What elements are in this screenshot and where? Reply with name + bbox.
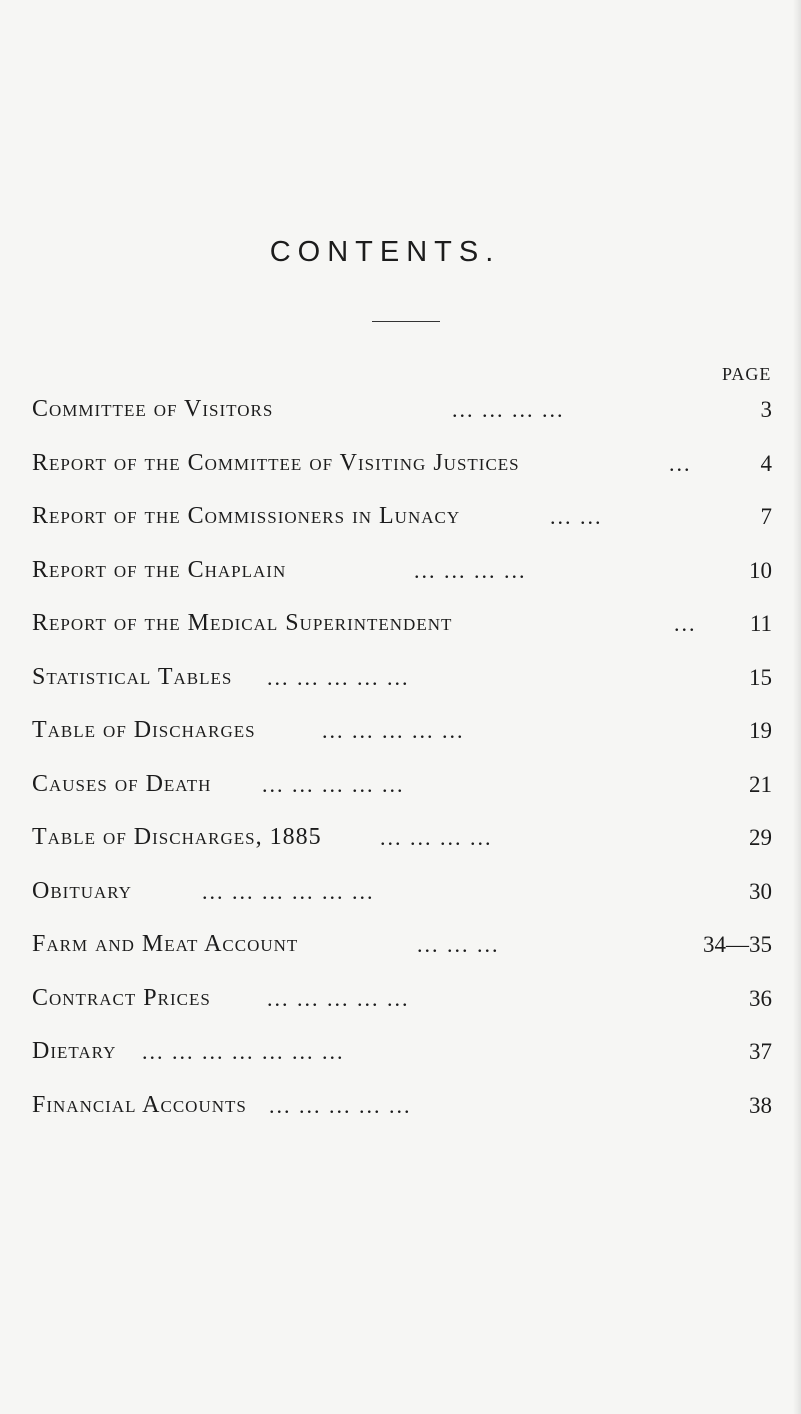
toc-entry (32, 383, 792, 437)
toc-entry-label: Farm and Meat Account (32, 931, 299, 957)
title-rule (372, 321, 440, 322)
toc-entry (32, 651, 792, 705)
toc-entry-label: Committee of Visitors (32, 396, 274, 422)
toc-entry-leader: ... ... ... ... ... (267, 664, 410, 690)
toc-entry-label: Table of Discharges (32, 717, 256, 743)
toc-entry-page: 4 (760, 450, 772, 476)
toc-entry-page: 38 (749, 1092, 772, 1118)
toc-entry-page: 10 (749, 557, 772, 583)
toc-entry-page: 11 (749, 611, 772, 636)
toc-entry-leader: ... ... (550, 504, 603, 529)
toc-entry (32, 437, 792, 491)
toc-entry-label: Statistical Tables (32, 663, 233, 690)
toc-entry-leader: ... ... ... (417, 932, 500, 957)
toc-entry (32, 758, 792, 812)
toc-entry-leader: ... ... ... ... ... (322, 718, 465, 743)
toc-entry-page: 29 (749, 825, 772, 850)
toc-entry-label: Report of the Commissioners in Lunacy (32, 503, 461, 529)
toc-entry (32, 544, 792, 598)
toc-entry-leader: ... ... ... ... (380, 825, 493, 850)
toc-entry-label: Dietary (32, 1038, 117, 1064)
toc-entry (32, 811, 792, 865)
toc-entry-page: 7 (760, 504, 772, 529)
toc-entry (32, 972, 792, 1026)
toc-entry-page: 34—35 (703, 932, 772, 957)
toc-entry-label: Report of the Committee of Visiting Justices (32, 449, 520, 476)
toc-entry (32, 1025, 792, 1079)
toc-entry (32, 490, 792, 544)
toc-entry-label: Contract Prices (32, 984, 211, 1011)
toc-entry (32, 597, 792, 651)
page-title: CONTENTS. (269, 236, 501, 268)
toc-entry-leader: ... ... ... ... ... (267, 985, 410, 1011)
toc-entry-label: Causes of Death (32, 770, 212, 797)
toc-entry-label: Report of the Chaplain (32, 556, 287, 583)
toc-entry-page: 19 (749, 718, 772, 743)
page-edge-shadow (793, 0, 801, 1414)
toc-entry-label: Financial Accounts (32, 1091, 247, 1118)
toc-entry-leader: ... ... ... ... (452, 397, 565, 422)
toc-entry-leader: ... ... ... ... (414, 557, 527, 583)
toc-entry-leader: ... ... ... ... ... ... ... (142, 1039, 345, 1064)
toc-entry (32, 918, 792, 972)
toc-entry (32, 1079, 792, 1133)
toc-entry-leader: ... ... ... ... ... (269, 1092, 412, 1118)
toc-entry-leader: ... ... ... ... ... ... (202, 878, 375, 904)
toc-entry (32, 704, 792, 758)
toc-entry-label: Obituary (32, 877, 132, 904)
toc-entry-label: Table of Discharges, 1885 (32, 824, 322, 850)
toc-entry-page: 3 (760, 397, 772, 422)
toc-entry-page: 30 (749, 878, 772, 904)
toc-entry-page: 15 (749, 664, 772, 690)
table-of-contents (32, 383, 792, 1132)
toc-entry-leader: ... (674, 611, 697, 636)
toc-entry-label: Report of the Medical Superintendent (32, 610, 453, 636)
toc-entry-page: 21 (749, 771, 772, 797)
toc-entry-leader: ... ... ... ... ... (262, 771, 405, 797)
toc-entry-leader: ... (669, 450, 692, 476)
toc-entry-page: 36 (749, 985, 772, 1011)
toc-entry-page: 37 (749, 1039, 772, 1064)
page-column-heading: PAGE (722, 364, 772, 384)
toc-entry (32, 865, 792, 919)
